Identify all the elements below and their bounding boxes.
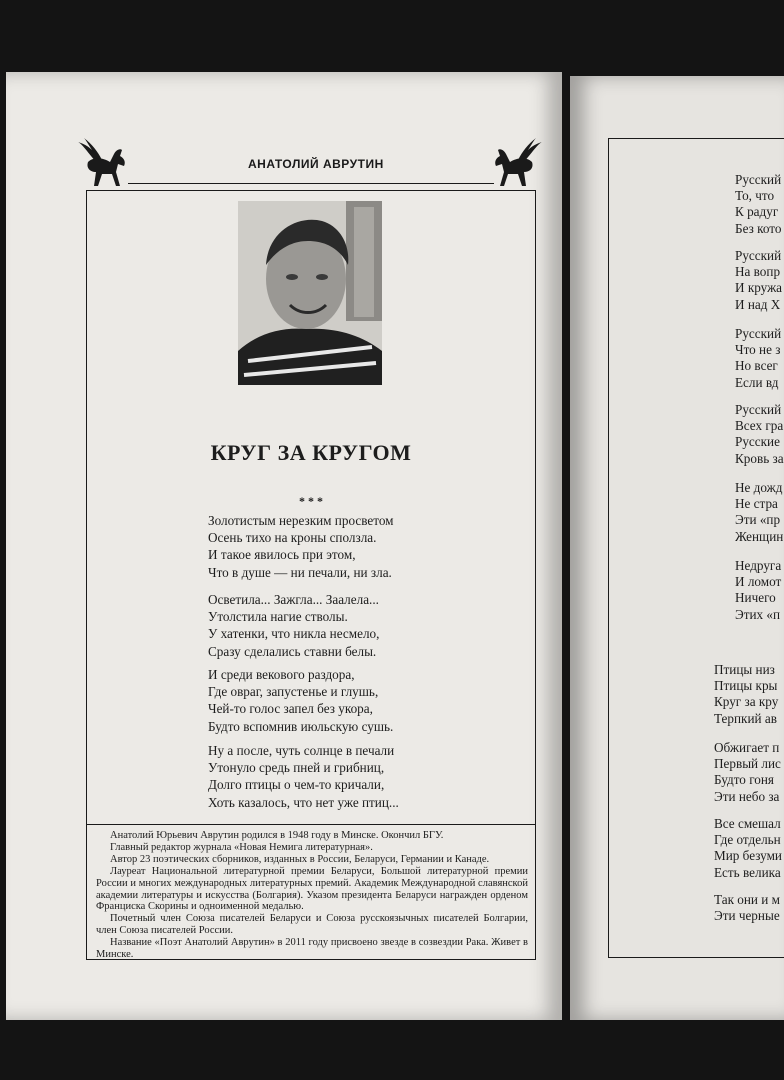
right-stanza [714, 892, 780, 924]
poem-line: Обжигает п [714, 740, 780, 755]
bio-paragraph: Анатолий Юрьевич Аврутин родился в 1948 году в Минске. Окончил БГУ. [110, 830, 444, 841]
stanza [208, 512, 528, 581]
poem-line: Ну а после, чуть солнце в печали [208, 743, 395, 758]
right-stanza [735, 248, 782, 313]
poem-line: То, что [735, 188, 775, 204]
poem-line: И среди векового раздора, [208, 667, 355, 682]
header-rule [128, 183, 494, 184]
bio-paragraph: Название «Поэт Анатолий Аврутин» в 2011 году присвоено звезде в созвездии Рака. Живет в Минске. [96, 937, 528, 961]
poem-line: Кровь за [735, 450, 784, 466]
poem-line: Эти черные [714, 908, 780, 924]
poem-line: Что в душе — ни печали, ни зла. [208, 564, 392, 580]
poem-line: Хоть казалось, что нет уже птиц... [208, 794, 399, 810]
bio-paragraph: Автор 23 поэтических сборников, изданных в России, Беларуси, Германии и Канаде. [110, 853, 490, 865]
poem-line: Птицы кры [714, 678, 778, 694]
poem-line: Ничего [735, 590, 776, 606]
poem-line: И ломот [735, 574, 782, 590]
poem-line: Недруга [735, 558, 782, 573]
poem-line: Всех гра [735, 418, 784, 434]
poem-line: Что не з [735, 342, 781, 358]
poem-line: Не дожд [735, 480, 783, 495]
pegasus-right-icon [484, 136, 544, 196]
poem-line: Но всег [735, 358, 778, 374]
poem-line: Первый лис [714, 756, 781, 772]
author-bio [96, 830, 528, 961]
poem-line: Чей-то голос запел без укора, [208, 701, 373, 717]
poem-line: Не стра [735, 496, 778, 512]
right-stanza [735, 480, 783, 545]
poem-line: Эти «пр [735, 512, 781, 528]
poem-line: Так они и м [714, 892, 780, 907]
poem-line: Где отдельн [714, 832, 781, 848]
bio-paragraph: Главный редактор журнала «Новая Немига литературная». [110, 841, 373, 853]
right-stanza [735, 172, 781, 237]
right-stanza [735, 558, 781, 623]
right-stanza [714, 662, 778, 727]
poem-line: Этих «п [735, 606, 781, 622]
right-stanza [735, 402, 784, 467]
poem-line: Эти небо за [714, 788, 780, 804]
poem-line: Есть велика [714, 864, 781, 880]
bio-paragraph: Почетный член Союза писателей Беларуси и Союза русскоязычных писателей Болгарии, член Союза писателей России. [96, 913, 528, 937]
poem-line: Долго птицы о чем-то кричали, [208, 777, 385, 793]
right-stanza [735, 326, 781, 391]
poem-line: Если вд [735, 374, 779, 390]
poem-line: Сразу сделались ставни белы. [208, 643, 377, 659]
poem-line: Утолстила нагие стволы. [208, 609, 348, 625]
poem-line: Будто гоня [714, 772, 774, 788]
poem-line: Все смешал [714, 816, 781, 831]
running-header: АНАТОЛИЙ АВРУТИН [248, 157, 384, 171]
poem-line: Русский [735, 326, 782, 341]
poem-line: У хатенки, что никла несмело, [208, 626, 380, 642]
right-stanza [714, 816, 782, 881]
poem-line: И кружа [735, 280, 783, 296]
poem-line: И такое явилось при этом, [208, 547, 356, 563]
poem-line: К радуг [735, 204, 779, 220]
poem-line: Без кото [735, 220, 782, 236]
poem-line: И над Х [735, 296, 781, 312]
poem-line: Золотистым нерезким просветом [208, 513, 394, 528]
author-photo [238, 201, 382, 385]
poem-line: Будто вспомнив июльскую сушь. [208, 718, 394, 734]
bio-rule [86, 824, 536, 825]
poem-line: Осветила... Зажгла... Заалела... [208, 592, 379, 607]
pegasus-left-icon [76, 136, 136, 196]
stanza [208, 666, 528, 735]
poem-title: КРУГ ЗА КРУГОМ [210, 440, 412, 465]
poem-line: Русский [735, 248, 782, 263]
poem-line: Терпкий ав [714, 710, 777, 726]
poem-line: Круг за кру [714, 694, 779, 710]
poem-line: Утонуло средь пней и грибниц, [208, 760, 385, 776]
poem-line: Осень тихо на кроны сползла. [208, 530, 377, 546]
stanza [208, 591, 528, 660]
poem-separator: * * * [299, 494, 323, 508]
poem-line: Русский [735, 172, 782, 187]
stanza [208, 742, 528, 811]
bio-paragraph: Лауреат Национальной литературной премии Беларуси, Большой литературной премии России и многих международных литературных премий. Академик Международной славянской академии литературы и искусства (Болгария). Указом президента Беларуси награжден орденом Франциска Скорины и одноименной медалью. [96, 865, 528, 913]
poem-line: Где овраг, запустенье и глушь, [208, 684, 379, 700]
poem-line: Птицы низ [714, 662, 775, 677]
poem-line: На вопр [735, 264, 781, 280]
poem-line: Женщин [735, 528, 784, 544]
right-stanza [714, 740, 781, 805]
poem-line: Русские [735, 434, 780, 450]
poem-line: Мир безуми [714, 848, 782, 864]
poem-line: Русский [735, 402, 782, 417]
